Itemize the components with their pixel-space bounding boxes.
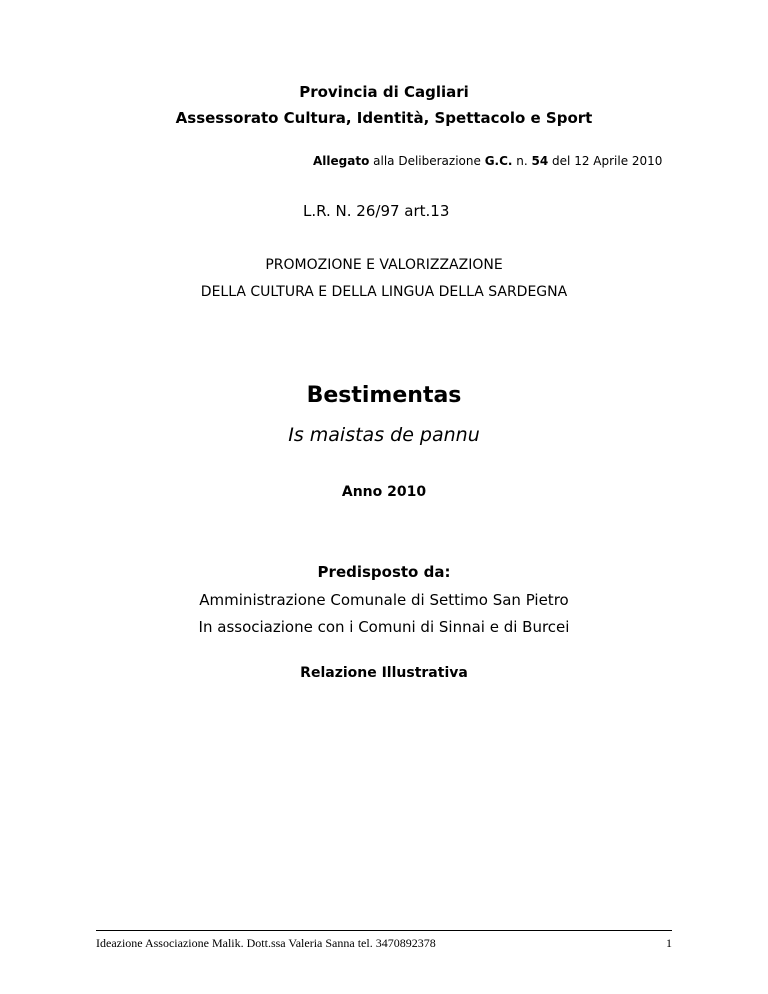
report-title: Relazione Illustrativa bbox=[300, 665, 468, 681]
document-subtitle: Is maistas de pannu bbox=[288, 424, 480, 446]
prepared-by-administration: Amministrazione Comunale di Settimo San Pietro bbox=[199, 591, 569, 609]
allegato-text-2: n. bbox=[512, 154, 532, 168]
year-label: Anno 2010 bbox=[341, 484, 427, 500]
promotion-line-2: DELLA CULTURA E DELLA LINGUA DELLA SARDEGNA bbox=[200, 284, 568, 300]
assessorato-heading: Assessorato Cultura, Identità, Spettacolo e Sport bbox=[175, 109, 593, 127]
footer-credits: Ideazione Associazione Malik. Dott.ssa Valeria Sanna tel. 3470892378 bbox=[96, 936, 436, 950]
prepared-in-association: In associazione con i Comuni di Sinnai e di Burcei bbox=[198, 618, 570, 636]
footer-divider bbox=[96, 930, 672, 931]
allegato-word: Allegato bbox=[313, 154, 370, 168]
document-title: Bestimentas bbox=[306, 383, 462, 408]
province-heading: Provincia di Cagliari bbox=[299, 83, 469, 101]
allegato-date: del 12 Aprile 2010 bbox=[548, 154, 663, 168]
allegato-line bbox=[313, 154, 662, 168]
allegato-text-1: alla Deliberazione bbox=[369, 154, 485, 168]
page-number: 1 bbox=[666, 936, 672, 950]
allegato-gc: G.C. bbox=[484, 154, 513, 168]
law-reference: L.R. N. 26/97 art.13 bbox=[303, 202, 450, 220]
prepared-by-label: Predisposto da: bbox=[317, 563, 451, 581]
promotion-line-1: PROMOZIONE E VALORIZZAZIONE bbox=[265, 257, 503, 273]
allegato-number: 54 bbox=[531, 154, 549, 168]
